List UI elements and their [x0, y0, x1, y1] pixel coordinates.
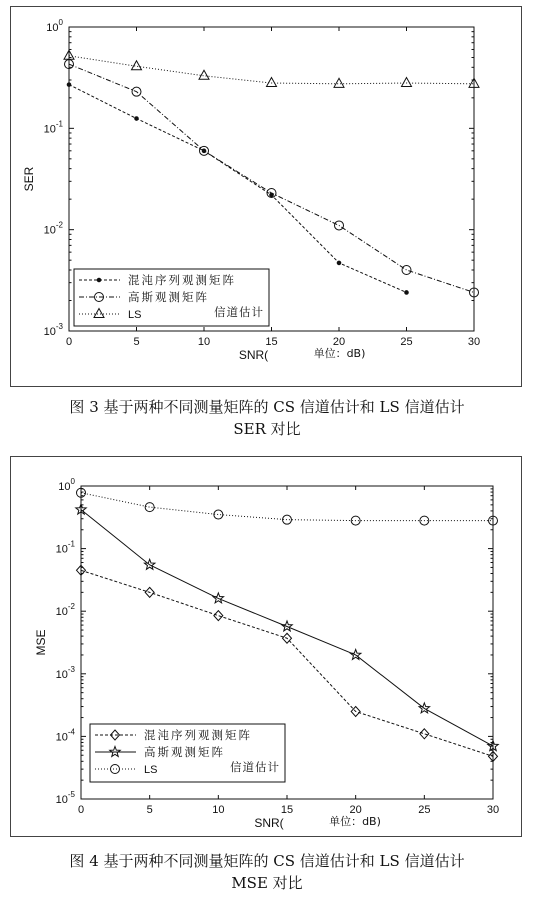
- y-axis-label: MSE: [34, 629, 48, 656]
- figure-3-caption-line2: SER 对比: [233, 420, 301, 438]
- data-point: [420, 729, 429, 739]
- y-tick-label: $10^0$: [46, 18, 63, 34]
- y-tick-label: $10^{-2}$: [55, 602, 75, 619]
- legend: [90, 724, 285, 782]
- legend-suffix-label: 信道估计: [230, 760, 280, 774]
- data-point: [67, 83, 71, 87]
- series-line: [81, 510, 493, 747]
- x-tick-label: 15: [265, 336, 278, 348]
- legend-suffix-label: 信道估计: [214, 305, 264, 319]
- legend-label: 高斯观测矩阵: [128, 290, 209, 304]
- mse-chart-frame: [10, 456, 522, 837]
- data-point: [132, 61, 142, 70]
- figure-4-caption: [0, 850, 534, 894]
- legend-label: 高斯观测矩阵: [144, 745, 225, 759]
- x-tick-label: 5: [146, 804, 153, 816]
- legend-label: LS: [144, 764, 158, 776]
- figure-3-caption: [0, 396, 534, 440]
- x-axis-unit-label: 单位：dB): [329, 815, 381, 828]
- data-point: [214, 611, 223, 621]
- y-tick-label: $10^{-5}$: [55, 790, 75, 806]
- x-tick-label: 25: [400, 336, 413, 348]
- series-3: [77, 488, 498, 525]
- y-tick-label: $10^{-4}$: [55, 727, 75, 744]
- figure-3-caption-line1: 图 3 基于两种不同测量矩阵的 CS 信道估计和 LS 信道估计: [69, 398, 465, 416]
- data-point: [334, 78, 344, 87]
- x-tick-label: 25: [418, 804, 431, 816]
- legend-label: 混沌序列观测矩阵: [144, 728, 252, 742]
- data-point: [405, 291, 409, 295]
- x-tick-label: 20: [332, 336, 346, 348]
- x-tick-label: 0: [77, 804, 85, 816]
- series-1: [67, 83, 408, 294]
- y-tick-label: $10^{-2}$: [43, 220, 63, 237]
- data-point: [402, 265, 411, 274]
- y-tick-label: $10^{-1}$: [43, 119, 63, 136]
- mse-chart: [11, 457, 523, 838]
- data-point: [337, 261, 341, 265]
- data-point: [402, 78, 412, 87]
- series-2: [65, 60, 479, 297]
- x-tick-label: 10: [197, 336, 211, 348]
- data-point: [214, 510, 223, 519]
- x-tick-label: 10: [212, 804, 225, 816]
- legend-marker: [97, 278, 101, 282]
- figure-4-caption-line2: MSE 对比: [231, 874, 303, 892]
- legend-label: 混沌序列观测矩阵: [128, 273, 236, 287]
- x-tick-label: 5: [133, 336, 140, 348]
- data-point: [135, 117, 139, 121]
- x-tick-label: 20: [349, 804, 362, 816]
- series-3: [64, 50, 479, 87]
- y-tick-label: $10^{-1}$: [55, 539, 75, 556]
- x-tick-label: 30: [467, 336, 481, 348]
- y-tick-label: $10^{-3}$: [55, 664, 75, 681]
- data-point: [267, 78, 277, 87]
- figure-4-caption-line1: 图 4 基于两种不同测量矩阵的 CS 信道估计和 LS 信道估计: [69, 852, 465, 870]
- x-tick-label: 30: [486, 804, 500, 816]
- series-line: [81, 493, 493, 521]
- ser-chart-frame: [10, 6, 522, 387]
- x-axis-label: SNR(: [238, 348, 269, 362]
- y-axis-label: SER: [22, 166, 36, 192]
- series-line: [69, 56, 474, 84]
- x-tick-label: 15: [280, 804, 294, 816]
- y-tick-label: $10^{-3}$: [43, 322, 63, 338]
- series-2: [76, 504, 498, 750]
- series-line: [69, 64, 474, 292]
- data-point: [145, 503, 154, 512]
- y-tick-label: $10^0$: [58, 477, 75, 493]
- x-axis-unit-label: 单位：dB): [313, 347, 366, 360]
- x-axis-label: SNR(: [254, 816, 284, 830]
- series-line: [69, 85, 407, 293]
- legend-label: LS: [128, 309, 142, 321]
- ser-chart: [11, 7, 523, 388]
- x-tick-label: 0: [65, 336, 73, 348]
- legend: [74, 269, 269, 326]
